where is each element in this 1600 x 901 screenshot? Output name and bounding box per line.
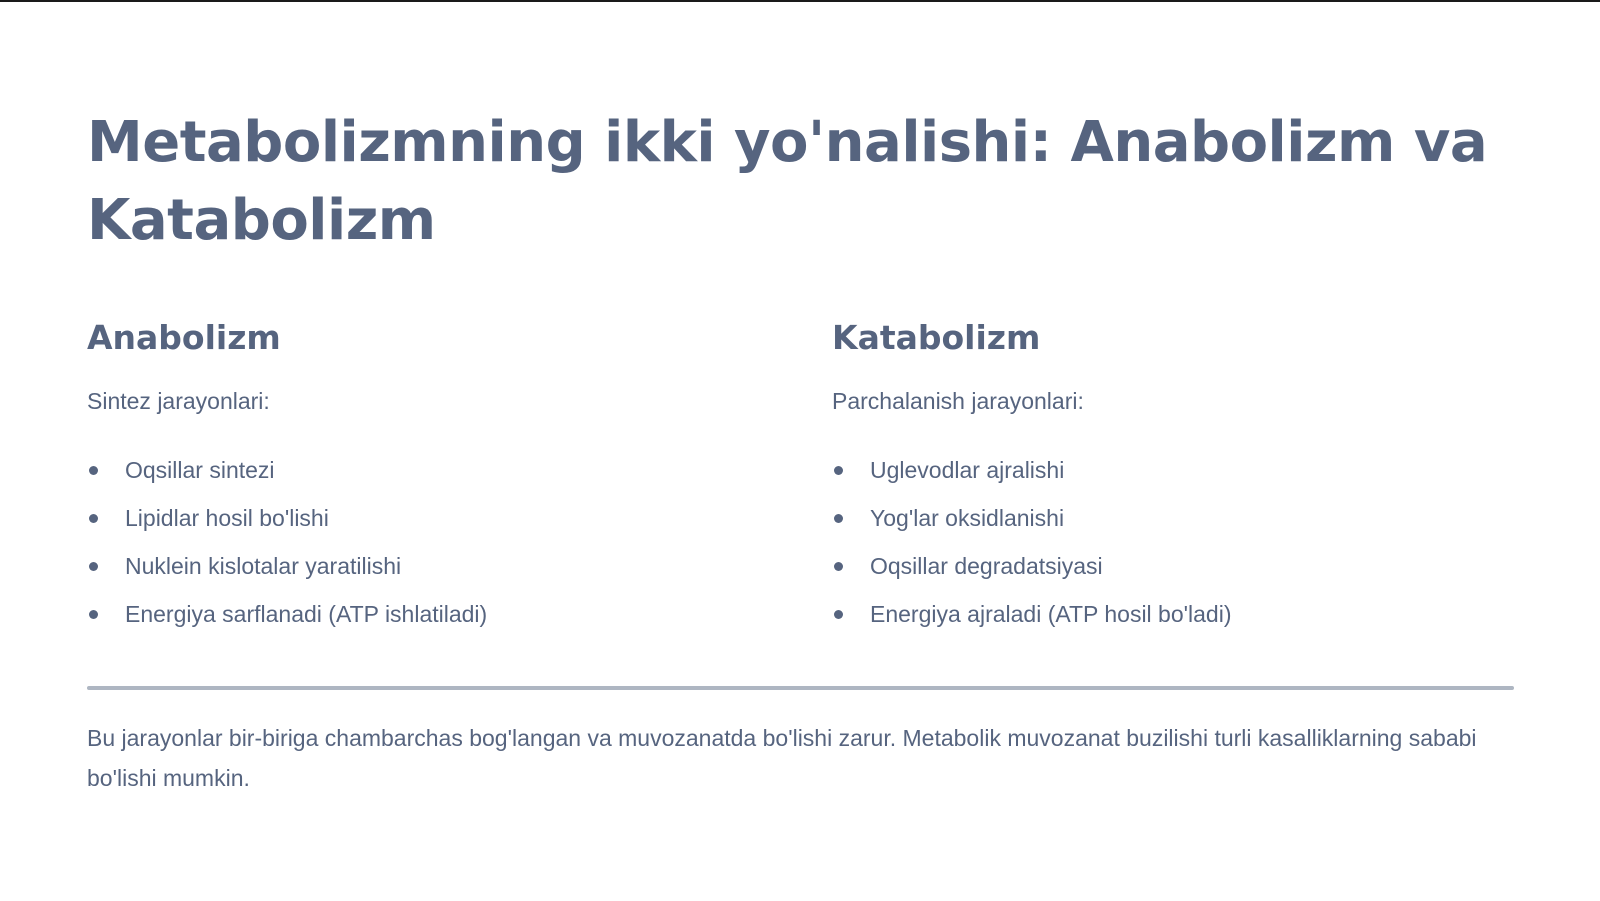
list-item bbox=[87, 446, 487, 494]
list-item-text: Oqsillar degradatsiyasi bbox=[870, 552, 1103, 579]
bullet-icon bbox=[834, 514, 843, 523]
list-item bbox=[832, 542, 1232, 590]
footer-note: Bu jarayonlar bir-biriga chambarchas bog'langan va muvozanatda bo'lishi zarur. Metabolik muvozanat buzilishi turli kasalliklarning sababi bo'lishi mumkin. bbox=[87, 725, 1477, 791]
catabolism-heading: Katabolizm bbox=[832, 318, 1041, 357]
anabolism-column bbox=[87, 318, 747, 627]
bullet-icon bbox=[834, 562, 843, 571]
list-item-text: Lipidlar hosil bo'lishi bbox=[125, 504, 329, 531]
anabolism-intro: Sintez jarayonlari: bbox=[87, 388, 270, 414]
anabolism-list bbox=[87, 446, 487, 638]
list-item-text: Oqsillar sintezi bbox=[125, 456, 275, 483]
bullet-icon bbox=[89, 610, 98, 619]
list-item bbox=[87, 590, 487, 638]
bullet-icon bbox=[89, 466, 98, 475]
list-item-text: Uglevodlar ajralishi bbox=[870, 456, 1065, 483]
list-item-text: Energiya ajraladi (ATP hosil bo'ladi) bbox=[870, 600, 1232, 627]
list-item-text: Yog'lar oksidlanishi bbox=[870, 504, 1065, 531]
list-item bbox=[832, 446, 1232, 494]
list-item-text: Nuklein kislotalar yaratilishi bbox=[125, 552, 402, 579]
list-item-text: Energiya sarflanadi (ATP ishlatiladi) bbox=[125, 600, 488, 627]
catabolism-list bbox=[832, 446, 1232, 638]
bullet-icon bbox=[89, 562, 98, 571]
list-item bbox=[87, 494, 487, 542]
slide bbox=[87, 0, 1517, 901]
bullet-icon bbox=[834, 466, 843, 475]
anabolism-heading: Anabolizm bbox=[87, 318, 281, 357]
bullet-icon bbox=[89, 514, 98, 523]
bullet-icon bbox=[834, 610, 843, 619]
section-divider bbox=[87, 686, 1514, 690]
catabolism-intro: Parchalanish jarayonlari: bbox=[832, 388, 1084, 414]
slide-title: Metabolizmning ikki yo'nalishi: Anabolizm va Katabolizm bbox=[87, 110, 1488, 253]
list-item bbox=[832, 494, 1232, 542]
catabolism-column bbox=[832, 318, 1492, 627]
list-item bbox=[832, 590, 1232, 638]
list-item bbox=[87, 542, 487, 590]
